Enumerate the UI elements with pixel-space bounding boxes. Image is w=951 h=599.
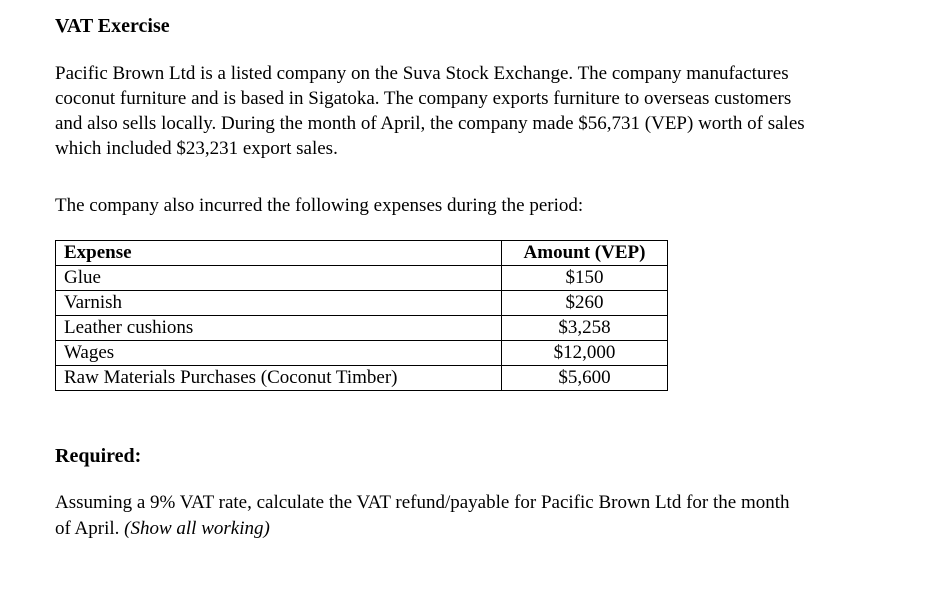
exercise-title: VAT Exercise — [55, 15, 170, 37]
header-expense: Expense — [56, 241, 502, 266]
table-row — [56, 266, 668, 291]
intro-line: and also sells locally. During the month of April, the company made $56,731 (VEP) worth of sales — [55, 113, 805, 134]
amount-cell: $12,000 — [502, 341, 668, 366]
table-row — [56, 366, 668, 391]
table-row — [56, 341, 668, 366]
show-working-note: (Show all working) — [124, 518, 270, 539]
table-row — [56, 316, 668, 341]
question-paragraph — [55, 490, 925, 542]
expense-cell: Wages — [56, 341, 502, 366]
amount-cell: $3,258 — [502, 316, 668, 341]
expense-cell: Glue — [56, 266, 502, 291]
expense-cell: Varnish — [56, 291, 502, 316]
intro-paragraph — [55, 61, 925, 161]
required-heading: Required: — [55, 445, 142, 467]
expense-cell: Raw Materials Purchases (Coconut Timber) — [56, 366, 502, 391]
expenses-table — [55, 240, 668, 391]
header-amount: Amount (VEP) — [502, 241, 668, 266]
expense-cell: Leather cushions — [56, 316, 502, 341]
table-header-row — [56, 241, 668, 266]
intro-line: coconut furniture and is based in Sigatoka. The company exports furniture to overseas customers — [55, 88, 792, 109]
question-line: Assuming a 9% VAT rate, calculate the VAT refund/payable for Pacific Brown Ltd for the month — [55, 492, 790, 513]
amount-cell: $260 — [502, 291, 668, 316]
intro-line: Pacific Brown Ltd is a listed company on the Suva Stock Exchange. The company manufactures — [55, 63, 789, 84]
question-line-text: of April. — [55, 518, 125, 539]
amount-cell: $5,600 — [502, 366, 668, 391]
table-row — [56, 291, 668, 316]
intro-line: which included $23,231 export sales. — [55, 138, 338, 159]
question-line — [55, 516, 925, 542]
amount-cell: $150 — [502, 266, 668, 291]
expenses-lead-text: The company also incurred the following expenses during the period: — [55, 195, 584, 216]
